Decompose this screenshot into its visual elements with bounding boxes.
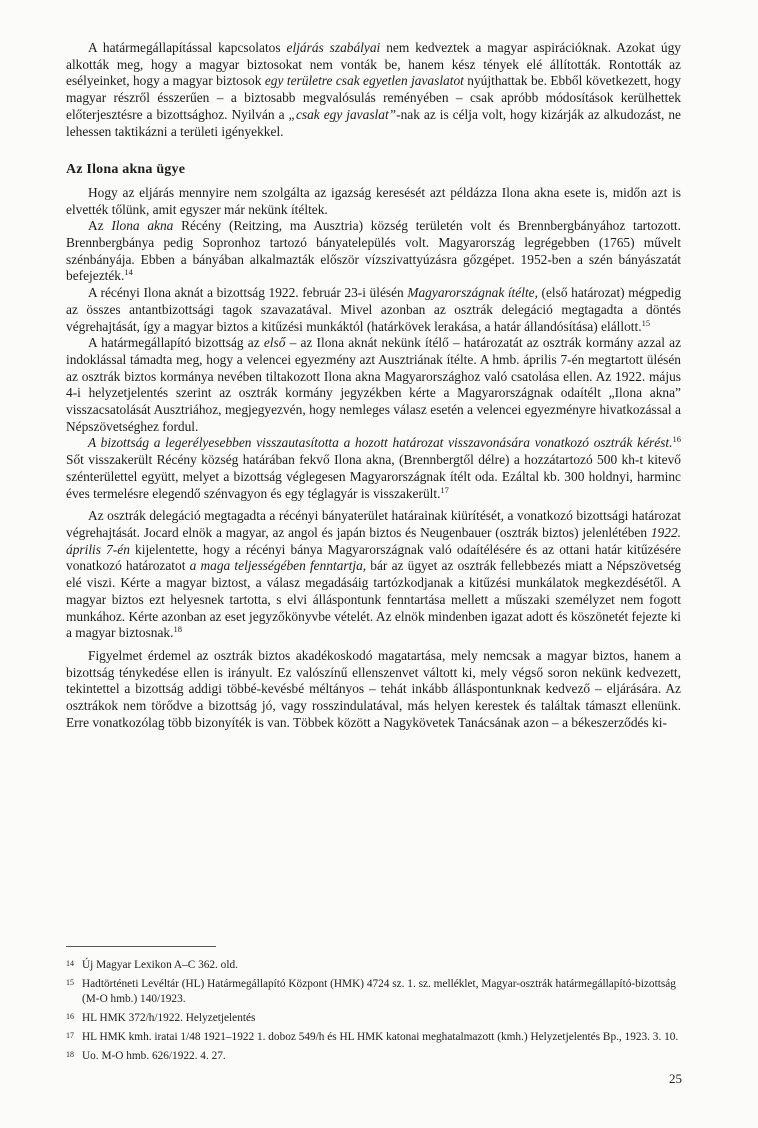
footnote-number: 15 — [66, 978, 74, 987]
text-run: A határmegállapító bizottság az — [88, 335, 264, 351]
text-run: bár az ügyet az osztrák fellebbezés miatt a Népszövetség elé viszi. Kérte a magyar biztost, a válasz megadásáig tartózkodjanak a kitűzési munkálatok megkezdésétől. A magyar biztos ezt helyesnek tartotta, s elvi álláspontunk fenntartása mellett a műszaki személyzet nem fogott munkához. Kérte azonban az eset jegyzőkönyvbe vételét. Az elnök mindenben igazat adott és köszönetét fejezte ki a magyar biztosnak. — [66, 558, 681, 641]
text-run: (első határozat) mégpedig az összes antantbizottsági tagok szavazatával. Mivel azonban az osztrák delegáció megtagadta a döntés végrehajtását, így a magyar biztos a kitűzési munkáktól (határkövek lerakása, a határ állandósítása) elállott. — [66, 285, 682, 334]
footnote-ref: 16 — [672, 434, 681, 445]
footnote — [66, 1011, 681, 1026]
paragraph — [66, 435, 681, 502]
italic-run: Magyarországnak ítélte, — [407, 285, 538, 301]
footnote-text: Uo. M-O hmb. 626/1922. 4. 27. — [82, 1050, 226, 1062]
text-run: A határmegállapítással kapcsolatos — [88, 40, 287, 55]
italic-run: első — [263, 335, 286, 351]
footnote-text: Hadtörténeti Levéltár (HL) Határmegállapító Központ (HMK) 4724 sz. 1. sz. melléklet, Magyar-osztrák határmegállapító-bizottság (M-O hmb.) 140/1923. — [82, 978, 676, 1005]
footnote-text: HL HMK 372/h/1922. Helyzetjelentés — [82, 1012, 256, 1024]
text-run: nyújthattak be. Ebből következett, hogy magyar részről ésszerűen – a biztosabb megvalósulás reményében – csak apróbb módosítások kerülhettek előterjesztésre a bizottsághoz. Nyilván a — [66, 73, 681, 122]
footnote — [66, 1030, 681, 1045]
paragraph — [66, 40, 681, 140]
text-run: Hogy az eljárás mennyire nem szolgálta az igazság keresését azt példázza Ilona akna esete is, midőn azt is elvették tőlünk, amit egyszer már nekünk ítéltek. — [66, 184, 681, 217]
text-run: Az osztrák delegáció megtagadta a récényi bányaterület határainak kiürítését, a vonatkozó bizottsági határozat végrehajtását. Jocard elnök a magyar, az angol és japán biztos és Neugenbauer (osztrák biztos) jelenlétében — [66, 508, 681, 540]
italic-run: „csak egy javaslat” — [288, 106, 397, 122]
paragraph — [66, 285, 681, 335]
italic-run: Ilona akna — [111, 218, 174, 234]
footnote-ref: 15 — [641, 317, 651, 328]
footnote-number: 14 — [66, 959, 74, 968]
italic-run: 1922. április 7-én — [66, 524, 681, 557]
paragraph — [66, 185, 681, 218]
footnote-text: Új Magyar Lexikon A–C 362. old. — [82, 959, 238, 971]
footnote — [66, 958, 681, 973]
text-run: Récény (Reitzing, ma Ausztria) község területén volt és Brennbergbányához tartozott. Brennbergbánya pedig Sopronhoz tartozó bányatelepülés volt. Magyarország legrégebben (1765) művelt szénbányája. Ebben a bányában alkalmazták először vízszivattyúzásra gőzgépet. 1952-ben a szén bányászatát befejezték. — [66, 218, 681, 284]
paragraph — [66, 218, 681, 285]
page-number: 25 — [669, 1071, 682, 1086]
text-run: nem kedveztek a magyar aspirációknak. Azokat úgy alkották meg, hogy a magyar biztosokat nem vonták be, hanem kész tények elé állították. Rontották az esélyeinket, hogy a magyar biztosok — [66, 40, 681, 89]
italic-run: a maga teljességében fenntartja, — [189, 558, 367, 574]
paragraph — [66, 335, 681, 435]
footnote-text: HL HMK kmh. iratai 1/48 1921–1922 1. doboz 549/h és HL HMK katonai meghatalmazott (kmh.) Helyzetjelentés Bp., 1923. 3. 10. — [82, 1031, 679, 1043]
footnote — [66, 977, 681, 1007]
footnote-ref: 14 — [124, 267, 133, 278]
text-run: A récényi Ilona aknát a bizottság 1922. február 23-i ülésén — [88, 285, 408, 301]
footnote-ref: 17 — [440, 484, 449, 495]
paragraph — [66, 648, 681, 732]
italic-run: egy területre csak egyetlen javaslatot — [264, 73, 464, 89]
paragraph — [66, 508, 681, 642]
footnotes — [66, 958, 681, 1068]
italic-run: eljárás szabályai — [286, 40, 381, 55]
text-run: kijelentette, hogy a récényi bánya Magyarországnak való odaítélésére és az ottani határ kitűzésére vonatkozó határozatot — [66, 541, 681, 574]
text-run: Az — [88, 218, 112, 234]
text-run: – az Ilona aknát nekünk ítélő – határozatát az osztrák kormány azzal az indoklással támadta meg, hogy a velencei egyezmény azt Ausztriának ítélte. A hmb. április 7-én megtartott ülésén az osztrák biztos kormánya nevében tiltakozott Ilona akna Magyarországhoz való csatolása ellen. Az 1922. május 4-i helyzetjelentés szerint az osztrák kormány jegyzékben kérte a Magyarországnak odaítélt „Ilona akna” visszacsatolását Ausztriához, megjegyezvén, hogy nemleges válasz esetén a velencei egyezményre hivatkozással a Népszövetséghez fordul. — [66, 335, 682, 434]
footnote-number: 16 — [66, 1012, 74, 1021]
text-run: Sőt visszakerült Récény község határában fekvő Ilona akna, (Brennbergtől délre) a hozzátartozó 500 kh-t kitevő szénterülettel együtt, melyet a bizottság véglegesen Magyarországnak ítélt oda. Ezáltal kb. 300 holdnyi, harminc éves termelésre elegendő szénvagyon és egy téglagyár is visszakerült. — [66, 452, 681, 501]
text-run: Figyelmet érdemel az osztrák biztos akadékoskodó magatartása, mely nemcsak a magyar biztos, hanem a bizottság ténykedése ellen is irányult. Ez valószínű ellenszenvet váltott ki, mely végső soron nekünk kedvezett, tekintettel a bizottság addigi többé-kevésbé méltányos – tehát inkább álláspontunknak kedvező – eljárására. Az osztrákok nem törődve a bizottság jó, vagy rosszindulatával, más helyen kerestek és találtak támaszt ellenünk. Erre vonatkozólag több bizonyíték is van. Többek között a Nagykövetek Tanácsának azon – a békeszerződés ki- — [66, 647, 681, 730]
footnote — [66, 1049, 681, 1064]
main-text — [66, 40, 681, 731]
footnote-ref: 18 — [173, 624, 182, 635]
text-run: -nak az is célja volt, hogy kizárják az alkudozást, ne lehessen taktikázni a területi igényekkel. — [66, 106, 681, 139]
footnote-number: 17 — [66, 1031, 74, 1040]
footnote-number: 18 — [66, 1050, 74, 1059]
section-heading: Az Ilona akna ügye — [66, 162, 186, 178]
footnote-divider — [66, 946, 216, 947]
italic-run: A bizottság a legerélyesebben visszautasította a hozott határozat visszavonására vonatkozó osztrák kérést. — [88, 435, 673, 451]
